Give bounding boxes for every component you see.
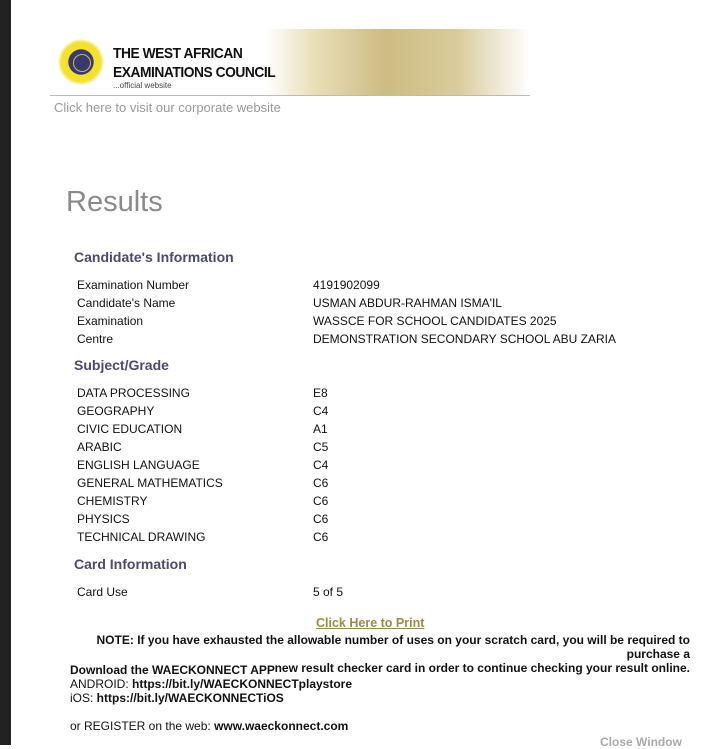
page-title: Results	[66, 186, 163, 218]
row-label: Examination	[77, 314, 144, 328]
subjects-row	[77, 384, 328, 402]
subjects-row	[77, 474, 329, 492]
subjects-row	[77, 402, 329, 420]
print-link[interactable]: Click Here to Print	[316, 616, 425, 630]
row-value: WASSCE FOR SCHOOL CANDIDATES 2025	[313, 314, 557, 328]
subject-grade-heading: Subject/Grade	[74, 357, 169, 373]
waec-seal-logo	[58, 39, 104, 85]
subjects-row	[77, 492, 329, 510]
app-heading: Download the WAECKONNECT APP	[70, 663, 275, 677]
row-label: DATA PROCESSING	[77, 386, 190, 400]
android-link[interactable]: https://bit.ly/WAECKONNECTplaystore	[132, 677, 353, 691]
subjects-row	[77, 438, 329, 456]
row-value: C4	[313, 404, 329, 418]
close-window-link[interactable]: Close Window	[600, 735, 682, 749]
row-value: 5 of 5	[313, 585, 344, 599]
subjects-row	[77, 510, 329, 528]
row-value: DEMONSTRATION SECONDARY SCHOOL ABU ZARIA	[313, 332, 616, 346]
row-label: GENERAL MATHEMATICS	[77, 476, 223, 490]
row-value: 4191902099	[313, 278, 380, 292]
row-label: Examination Number	[77, 278, 190, 292]
android-line: ANDROID: https://bit.ly/WAECKONNECTplaystore	[70, 677, 353, 691]
candidate-row	[77, 330, 616, 348]
row-value: C4	[313, 458, 329, 472]
org-name: THE WEST AFRICAN EXAMINATIONS COUNCIL	[113, 45, 276, 81]
row-label: GEOGRAPHY	[77, 404, 155, 418]
card-info-heading: Card Information	[74, 556, 187, 572]
row-label: CIVIC EDUCATION	[77, 422, 183, 436]
ios-link[interactable]: https://bit.ly/WAECKONNECTiOS	[96, 691, 284, 705]
row-label: CHEMISTRY	[77, 494, 148, 508]
candidate-row	[77, 312, 557, 330]
subjects-row	[77, 456, 329, 474]
row-value: C6	[313, 530, 329, 544]
row-label: ARABIC	[77, 440, 122, 454]
register-line: or REGISTER on the web: www.waeckonnect.com	[70, 719, 349, 733]
subjects-row	[77, 528, 329, 546]
row-value: A1	[313, 422, 328, 436]
row-label: Centre	[77, 332, 114, 346]
row-label: ENGLISH LANGUAGE	[77, 458, 200, 472]
row-label: Candidate's Name	[77, 296, 176, 310]
candidate-row	[77, 294, 502, 312]
candidate-row	[77, 276, 380, 294]
corporate-website-link[interactable]: Click here to visit our corporate website	[54, 100, 281, 115]
left-edge-bar	[0, 0, 11, 745]
tagline: ...official website	[113, 81, 172, 90]
row-label: Card Use	[77, 585, 128, 599]
row-label: PHYSICS	[77, 512, 130, 526]
candidate-info-heading: Candidate's Information	[74, 249, 234, 265]
card-row	[77, 583, 344, 601]
subjects-row	[77, 420, 328, 438]
waec-banner	[50, 29, 530, 96]
row-label: TECHNICAL DRAWING	[77, 530, 206, 544]
row-value: C6	[313, 476, 329, 490]
row-value: C5	[313, 440, 329, 454]
row-value: C6	[313, 494, 329, 508]
row-value: USMAN ABDUR-RAHMAN ISMA'IL	[313, 296, 502, 310]
register-link[interactable]: www.waeckonnect.com	[214, 719, 349, 733]
row-value: C6	[313, 512, 329, 526]
ios-line: iOS: https://bit.ly/WAECKONNECTiOS	[70, 691, 284, 705]
row-value: E8	[313, 386, 328, 400]
note-text: NOTE: If you have exhausted the allowable number of uses on your scratch card, you will be required to purchase a new result checker card in order to continue checking your result online.	[96, 633, 690, 675]
